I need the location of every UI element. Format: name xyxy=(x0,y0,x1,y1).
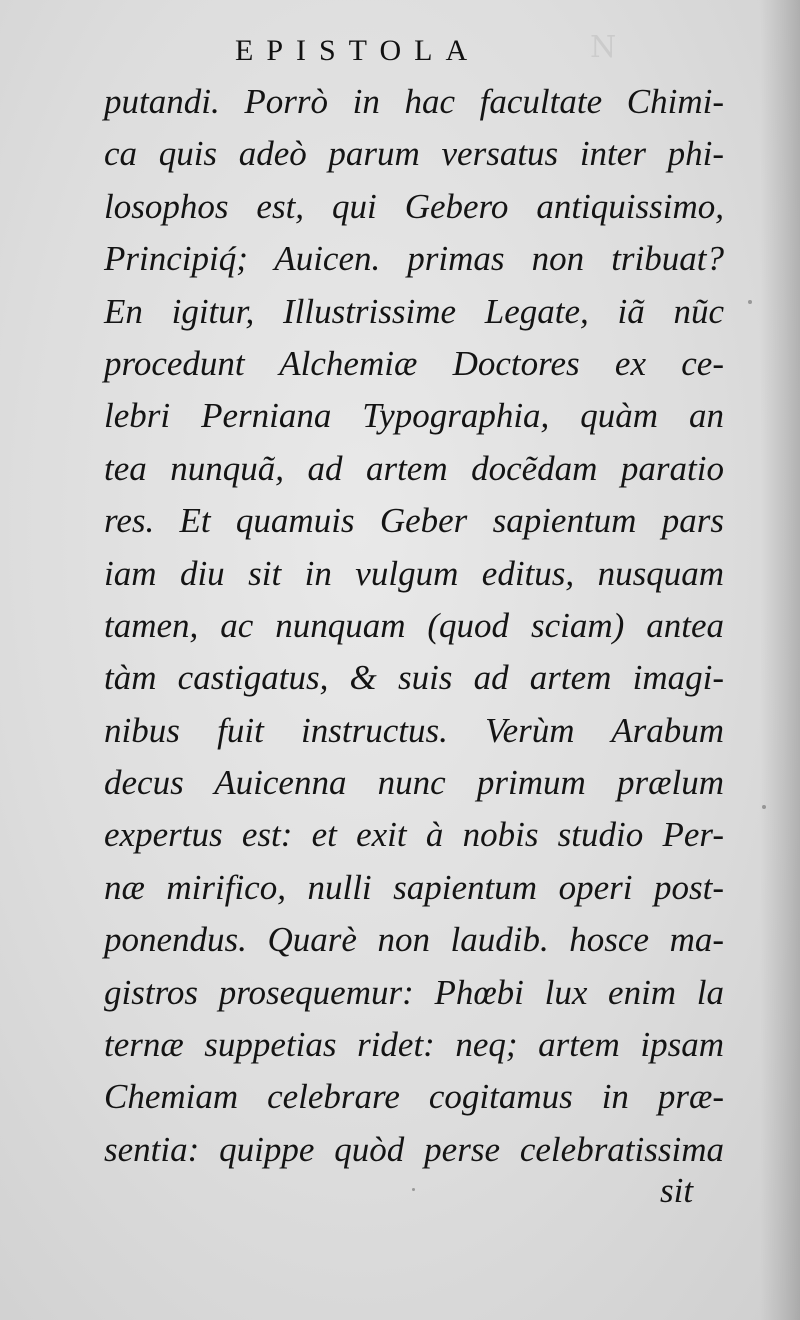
text-line: ca quis adeò parum versatus inter phi- xyxy=(104,134,724,174)
text-line: gistros prosequemur: Phœbi lux enim la xyxy=(104,972,724,1012)
text-line: ponendus. Quarè non laudib. hosce ma- xyxy=(104,920,724,960)
text-line: putandi. Porrò in hac facultate Chimi- xyxy=(104,82,724,121)
text-line: næ mirifico, nulli sapientum operi post- xyxy=(104,867,724,907)
catchword: sit xyxy=(660,1171,694,1210)
text-line: res. Et quamuis Geber sapientum pars xyxy=(104,501,724,541)
running-header: EPISTOLA xyxy=(235,34,481,67)
paper-speck xyxy=(762,805,766,809)
spine-shadow xyxy=(760,0,800,1320)
text-line: sentia: quippe quòd perse celebratissima xyxy=(104,1129,724,1169)
text-line: decus Auicenna nunc primum prælum xyxy=(104,763,724,803)
bleed-through-mark: N xyxy=(590,30,631,65)
text-line: procedunt Alchemiæ Doctores ex ce- xyxy=(104,343,724,383)
text-line: tàm castigatus, & suis ad artem imagi- xyxy=(104,658,724,698)
text-line: En igitur, Illustrissime Legate, iã nũc xyxy=(104,291,724,331)
text-line: lebri Perniana Typographia, quàm an xyxy=(104,396,724,436)
body-text xyxy=(104,76,724,1176)
text-line: nibus fuit instructus. Verùm Arabum xyxy=(104,710,724,750)
text-line: Principiq́; Auicen. primas non tribuat? xyxy=(104,239,724,279)
text-line: tea nunquã, ad artem docẽdam paratio xyxy=(104,448,724,488)
text-line: iam diu sit in vulgum editus, nusquam xyxy=(104,553,724,593)
paper-speck xyxy=(412,1188,415,1191)
text-line: losophos est, qui Gebero antiquissimo, xyxy=(104,186,724,226)
paper-speck xyxy=(748,300,752,304)
text-line: Chemiam celebrare cogitamus in præ- xyxy=(104,1077,724,1117)
text-line: tamen, ac nunquam (quod sciam) antea xyxy=(104,605,724,645)
text-line: expertus est: et exit à nobis studio Per- xyxy=(104,815,724,855)
text-line: ternæ suppetias ridet: neq; artem ipsam xyxy=(104,1025,724,1065)
